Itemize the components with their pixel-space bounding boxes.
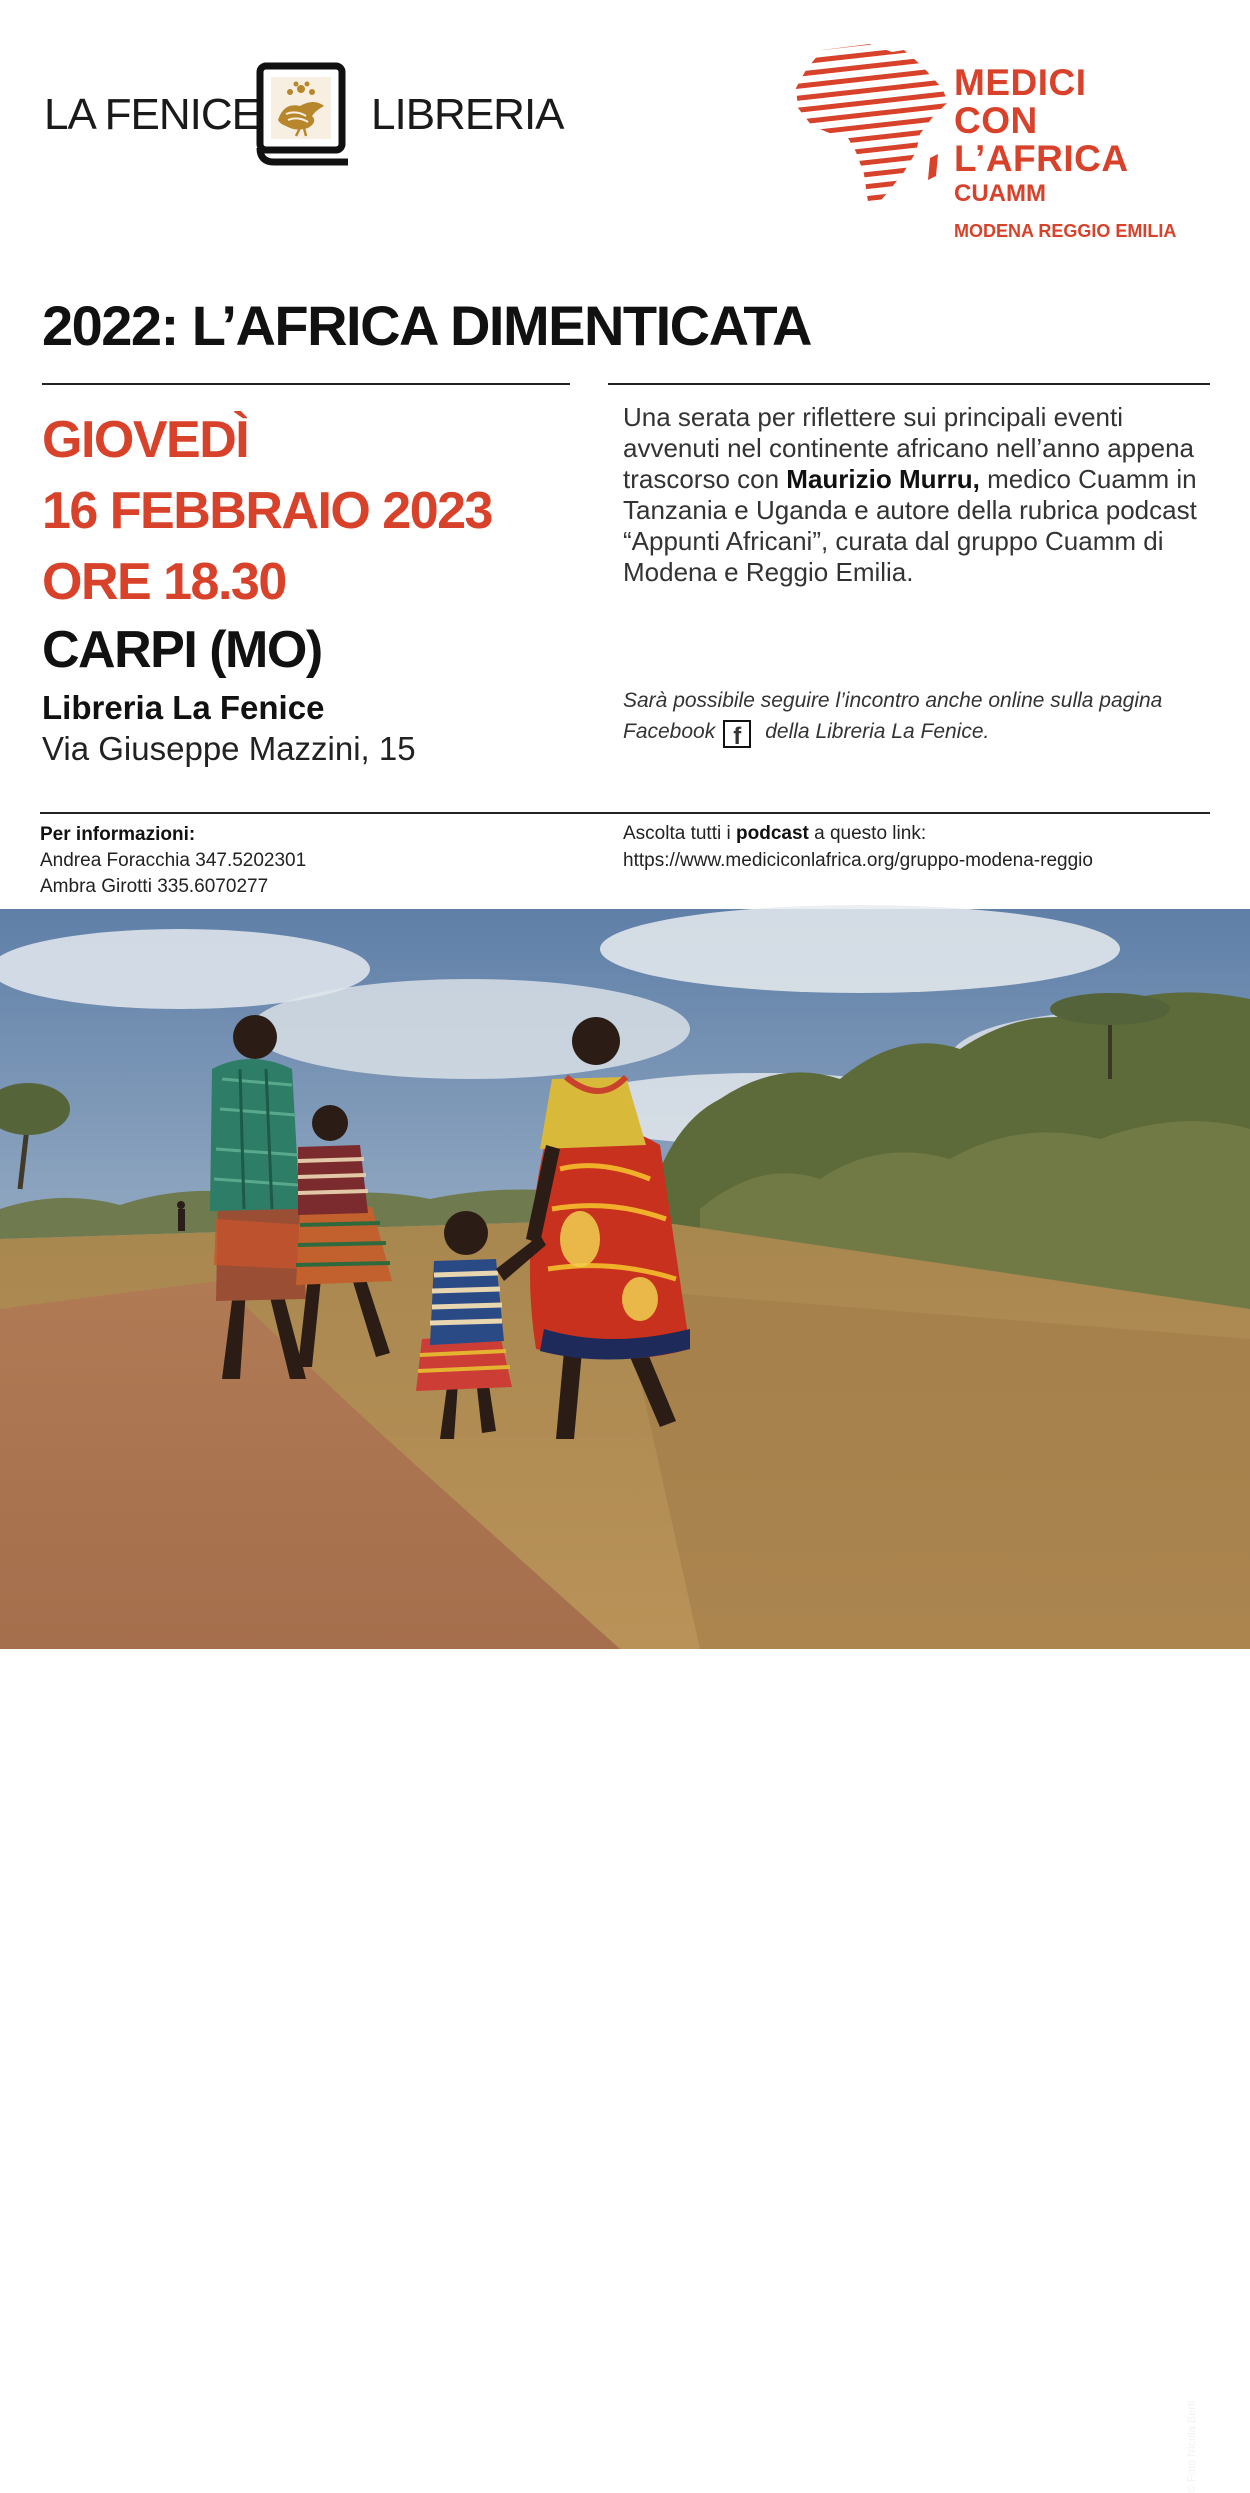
online-notice [623, 685, 1223, 748]
description-text-1: Una serata per riflettere sui principali eventi avvenuti nel continente africano nell’anno appena trascorso con [623, 402, 1194, 494]
photo-illustration [0, 909, 1250, 1649]
online-text-1: Sarà possibile seguire l’incontro anche online sulla pagina Facebook [623, 689, 1163, 743]
divider-footer [40, 812, 1210, 814]
podcast-suffix: a questo link: [808, 823, 927, 844]
divider-left [42, 383, 570, 385]
event-description [623, 402, 1213, 588]
event-day: GIOVEDÌ [42, 411, 249, 469]
podcast-url[interactable]: https://www.mediciconlafrica.org/gruppo-modena-reggio [623, 850, 1093, 871]
speaker-name: Maurizio Murru, [786, 464, 980, 494]
logo-text-libreria: LIBRERIA [371, 90, 564, 139]
event-time: ORE 18.30 [42, 553, 286, 611]
event-city: CARPI (MO) [42, 621, 322, 679]
online-text-2: della Libreria La Fenice. [765, 720, 990, 743]
africa-map-icon [792, 42, 952, 212]
logo-text-la-fenice: LA FENICE [44, 90, 260, 139]
podcast-keyword: podcast [736, 823, 809, 844]
book-phoenix-icon [256, 62, 352, 170]
podcast-info [623, 820, 1093, 874]
cuamm-wordmark [954, 64, 1212, 242]
podcast-prefix: Ascolta tutti i [623, 823, 736, 844]
event-address: Via Giuseppe Mazzini, 15 [42, 730, 416, 767]
photo-credit: © Foto Nicola Berti [1186, 2400, 1198, 2493]
savanna-photo [0, 909, 1250, 2493]
contact-1: Andrea Foracchia 347.5202301 [40, 850, 307, 871]
contact-2: Ambra Girotti 335.6070277 [40, 876, 269, 897]
cuamm-line-3: CUAMM [954, 180, 1046, 207]
contact-info [40, 822, 306, 900]
event-details [42, 405, 492, 770]
divider-right [608, 383, 1210, 385]
cuamm-line-4: MODENA REGGIO EMILIA [954, 221, 1177, 241]
facebook-icon: f [723, 720, 751, 748]
cuamm-line-1: MEDICI [954, 62, 1087, 103]
event-date: 16 FEBBRAIO 2023 [42, 482, 492, 540]
podcast-line [623, 820, 1093, 847]
medici-con-lafrica-logo [792, 42, 1212, 241]
cuamm-line-2: CON L’AFRICA [954, 100, 1129, 179]
event-venue: Libreria La Fenice [42, 689, 325, 726]
description-text-2: medico Cuamm in Tanzania e Uganda e autore della rubrica podcast “Appunti Africani”, curata dal gruppo Cuamm di Modena e Reggio Emilia. [623, 464, 1197, 587]
event-title: 2022: L’AFRICA DIMENTICATA [42, 294, 811, 357]
contact-heading: Per informazioni: [40, 824, 196, 845]
la-fenice-logo [44, 62, 564, 172]
